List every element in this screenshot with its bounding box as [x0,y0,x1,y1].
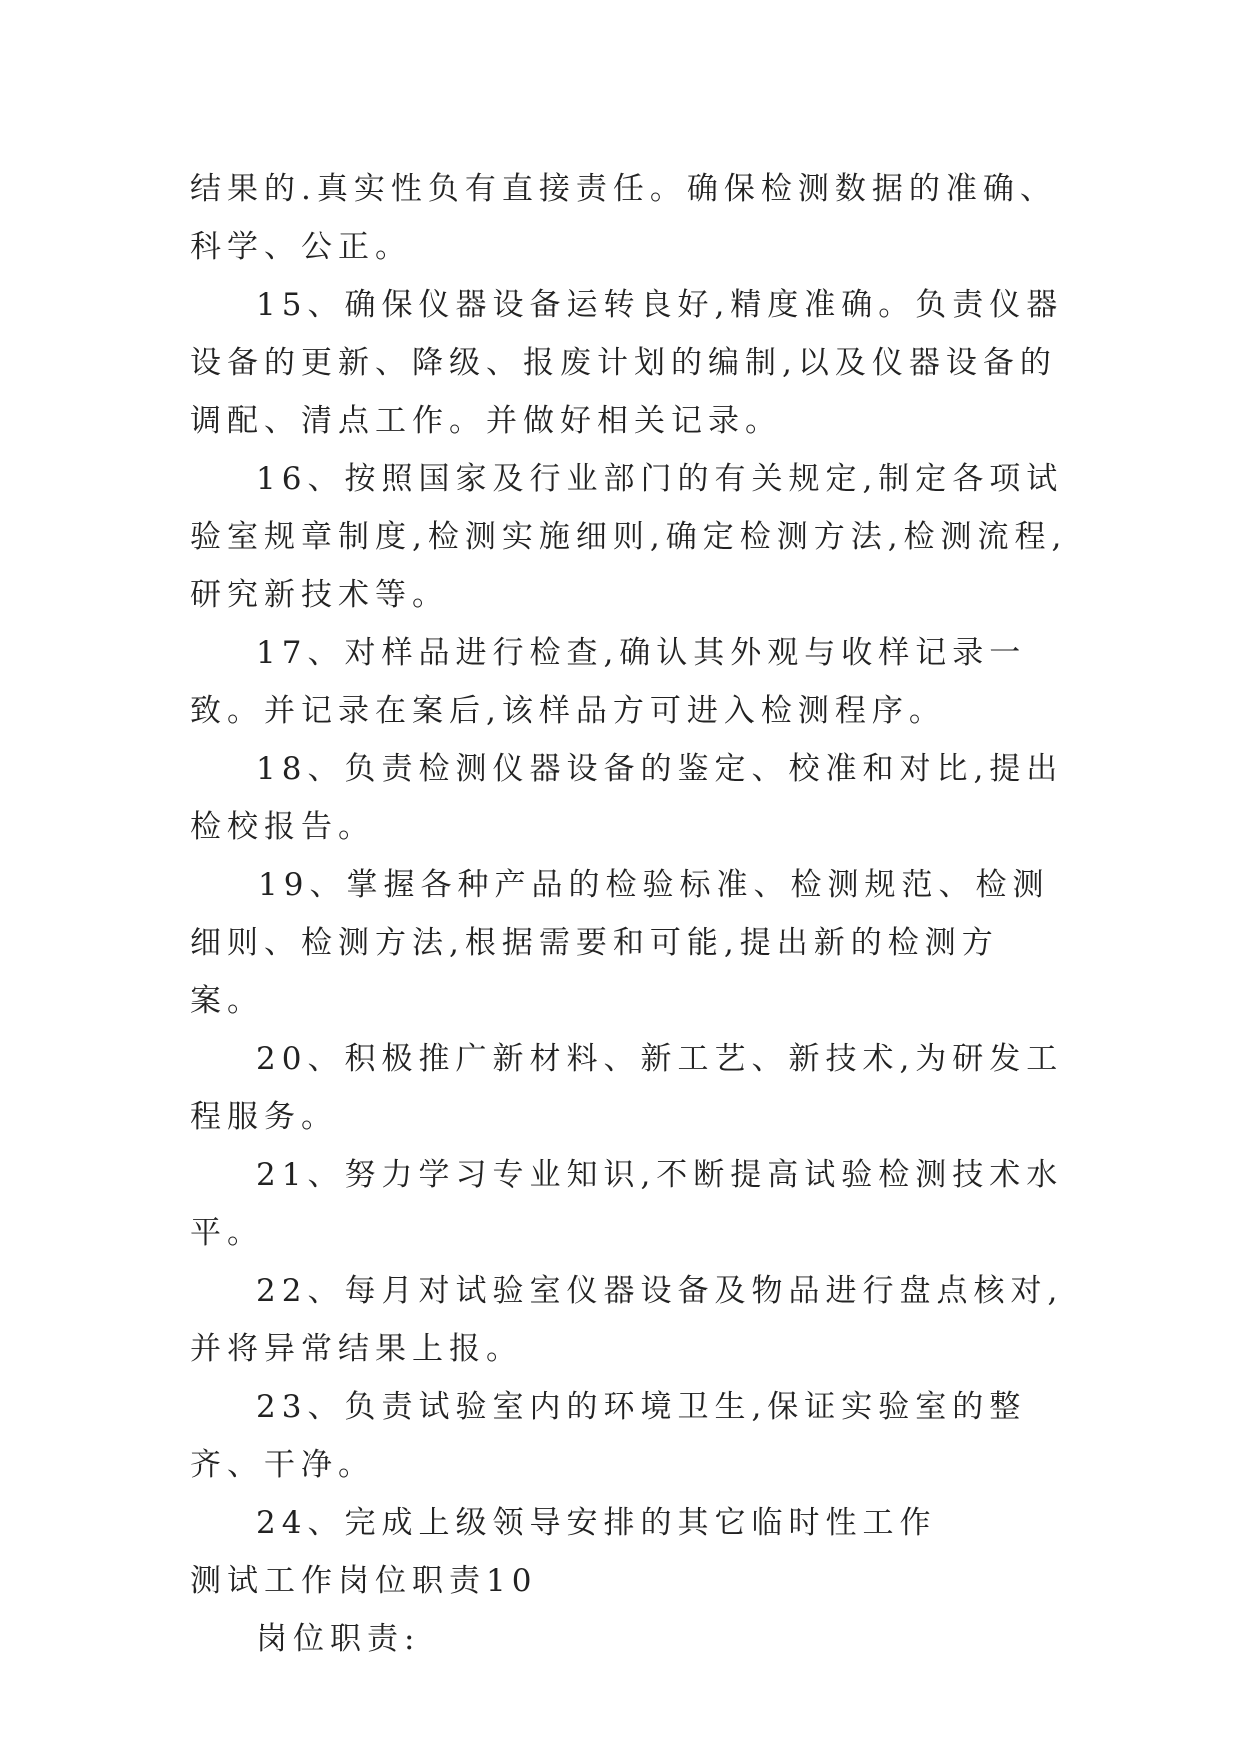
paragraph-item-23: 23、负责试验室内的环境卫生,保证实验室的整齐、干净。 [190,1389,1027,1483]
paragraph-item-24: 24、完成上级领导安排的其它临时性工作 [256,1505,937,1541]
paragraph-continuation: 结果的.真实性负有直接责任。确保检测数据的准确、科学、公正。 [190,171,1057,265]
subheading: 岗位职责: [256,1621,421,1657]
paragraph-item-18: 18、负责检测仪器设备的鉴定、校准和对比,提出检校报告。 [190,751,1064,845]
paragraph-item-19: 19、掌握各种产品的检验标准、检测规范、检测细则、检测方法,根据需要和可能,提出新的检测方案。 [190,867,1050,1019]
document-body [190,160,1070,1668]
paragraph-item-20: 20、积极推广新材料、新工艺、新技术,为研发工程服务。 [190,1041,1064,1135]
paragraph-item-22: 22、每月对试验室仪器设备及物品进行盘点核对,并将异常结果上报。 [190,1273,1064,1367]
paragraph-item-15: 15、确保仪器设备运转良好,精度准确。负责仪器设备的更新、降级、报废计划的编制,以及仪器设备的调配、清点工作。并做好相关记录。 [190,287,1064,439]
section-title: 测试工作岗位职责10 [190,1563,538,1599]
paragraph-item-17: 17、对样品进行检查,确认其外观与收样记录一致。并记录在案后,该样品方可进入检测程序。 [190,635,1027,729]
paragraph-item-16: 16、按照国家及行业部门的有关规定,制定各项试验室规章制度,检测实施细则,确定检测方法,检测流程,研究新技术等。 [190,461,1068,613]
paragraph-item-21: 21、努力学习专业知识,不断提高试验检测技术水平。 [190,1157,1064,1251]
